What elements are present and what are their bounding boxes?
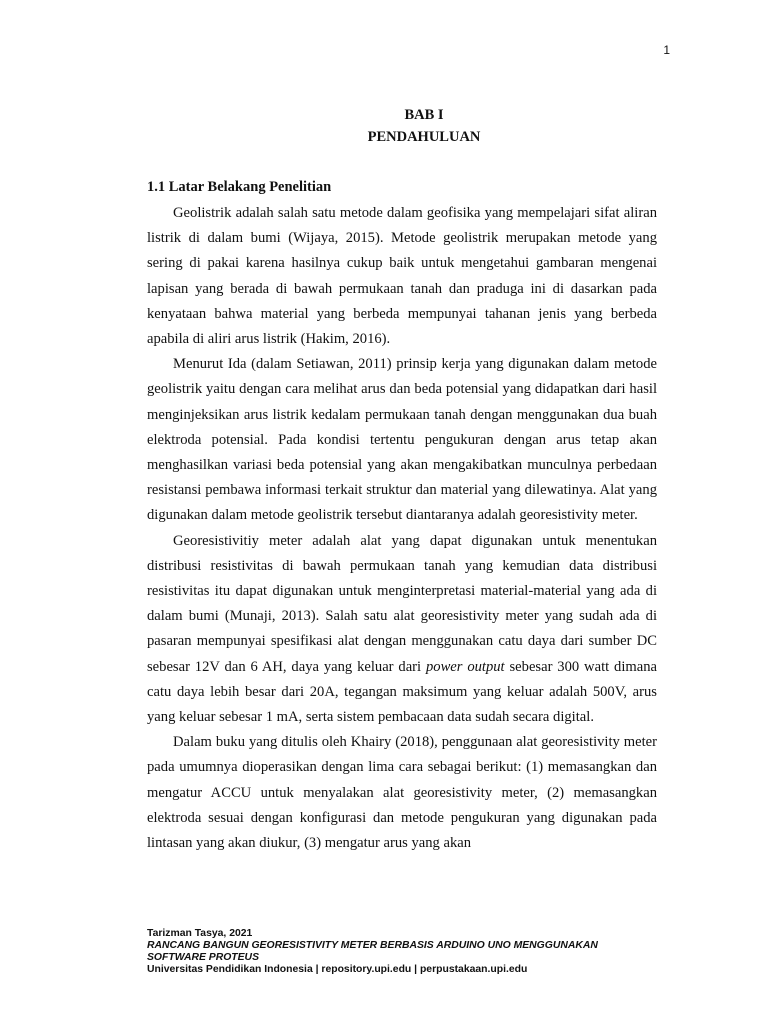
footer-institution: Universitas Pendidikan Indonesia | repository.upi.edu | perpustakaan.upi.edu — [147, 964, 528, 975]
paragraph-text: Menurut Ida (dalam Setiawan, 2011) prinsip kerja yang digunakan dalam metode geolistrik yaitu dengan cara melihat arus dan beda potensial yang didapatkan dari hasil menginjeksikan arus listrik kedalam permukaan tanah dengan menggunakan dua buah elektroda potensial. Pada kondisi tertentu pengukuran dengan arus tetap akan menghasilkan variasi beda potensial yang akan mengakibatkan munculnya perbedaan resistansi pembawa informasi terkait struktur dan material yang dilewatinya. Alat yang digunakan dalam metode geolistrik tersebut diantaranya adalah georesistivity meter. — [147, 356, 657, 524]
chapter-title: PENDAHULUAN — [367, 129, 481, 145]
footer-title-line1: RANCANG BANGUN GEORESISTIVITY METER BERBASIS ARDUINO UNO MENGGUNAKAN — [147, 940, 598, 951]
footer — [147, 928, 687, 976]
italic-term: power output — [425, 658, 505, 675]
body-text — [147, 201, 657, 856]
paragraph — [147, 352, 657, 528]
paragraph — [147, 529, 657, 731]
section-title: 1.1 Latar Belakang Penelitian — [147, 179, 332, 195]
paragraph-text: Geolistrik adalah salah satu metode dalam geofisika yang mempelajari sifat aliran listrik di dalam bumi (Wijaya, 2015). Metode geolistrik merupakan metode yang sering di pakai karena hasilnya cukup baik untuk mengetahui gambaran mengenai lapisan yang berada di bawah permukaan tanah dan praduga ini di dasarkan pada kenyataan bahwa material yang berbeda mempunyai tahanan jenis yang berbeda apabila di aliri arus listrik (Hakim, 2016). — [147, 205, 657, 348]
paragraph-text: sebesar 300 watt dimana catu daya lebih besar dari 20A, tegangan maksimum yang keluar adalah 500V, arus yang keluar sebesar 1 mA, serta sistem pembacaan data sudah secara digital. — [147, 658, 658, 726]
page-number: 1 — [663, 43, 670, 57]
chapter-label: BAB I — [404, 107, 444, 123]
paragraph-text: Dalam buku yang ditulis oleh Khairy (2018), penggunaan alat georesistivity meter pada umumnya dioperasikan dengan lima cara sebagai berikut: (1) memasangkan dan mengatur ACCU untuk menyalakan alat georesistivity meter, (2) memasangkan elektroda sesuai dengan konfigurasi dan metode pengukuran yang digunakan pada lintasan yang akan diukur, (3) mengatur arus yang akan — [147, 734, 657, 852]
paragraph — [147, 201, 657, 352]
footer-title-line2: SOFTWARE PROTEUS — [147, 952, 259, 963]
paragraph — [147, 730, 657, 856]
footer-author: Tarizman Tasya, 2021 — [147, 928, 253, 939]
paragraph-text: Georesistivitiy meter adalah alat yang dapat digunakan untuk menentukan distribusi resistivitas di bawah permukaan tanah yang kemudian data distribusi resistivitas itu dapat digunakan untuk menginterpretasi material-material yang ada di dalam bumi (Munaji, 2013). Salah satu alat georesistivity meter yang sudah ada di pasaran mempunyai spesifikasi alat dengan menggunakan catu daya dari sumber DC sebesar 12V dan 6 AH, daya yang keluar dari — [147, 532, 657, 675]
